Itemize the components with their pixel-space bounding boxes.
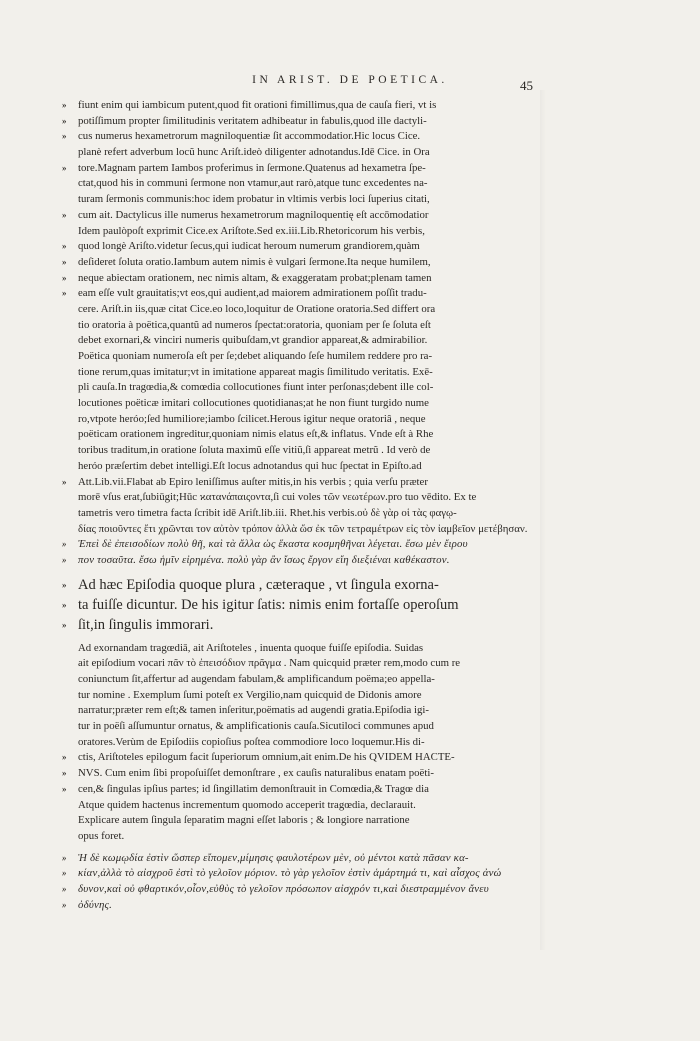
line-text: πον τοσαῦτα. ἔσω ἡμῖν εἰρημένα. πολὺ γὰρ ἂν ἴσως ἔργον εἴη διεξιέναι καθέκαστον.	[78, 553, 450, 566]
quote-marker: »	[62, 852, 67, 863]
line-text: morē vſus erat,ſubiūgit;Hūc ϰατανάπαιςοντα,ſi cui voles τῶν νεωτέρων.pro tuo vēdito. Ex te	[78, 491, 477, 504]
line-text: Ad exornandam tragœdiā, ait Ariſtoteles , inuenta quoque fuiſſe epiſodia. Suidas	[78, 641, 424, 654]
line-text: Ἐπεὶ δὲ ἐπεισοδίων πολὺ θῆ, καὶ τὰ ἄλλα ὡς ἕκαστα κοσμηθῆναι λέγεται. ἔσω μὲν ἔιρου	[78, 538, 468, 551]
text-line	[62, 641, 532, 657]
line-text: cere. Ariſt.in iis,quæ citat Cice.eo loco,loquitur de Oratione oratoria.Sed differt ora	[78, 302, 436, 315]
text-line	[62, 380, 532, 396]
line-text: heróo præſertim debet intelligi.Eſt locus adnotandus qui huc ſpectat in Epiſto.ad	[78, 459, 422, 472]
quote-marker: »	[62, 868, 67, 879]
quote-marker: »	[62, 619, 67, 630]
line-text: pli cauſa.In tragœdia,& comœdia collocutiones fiunt inter perſonas;debent ille col-	[78, 381, 434, 394]
text-line	[62, 176, 532, 192]
text-line	[62, 365, 532, 381]
line-text: deſideret ſoluta oratio.Iambum autem nimis è vulgari ſermone.Ita neque humilem,	[78, 255, 431, 268]
text-line	[62, 688, 532, 704]
text-line	[62, 615, 532, 635]
text-line	[62, 255, 532, 271]
gutter-shadow	[540, 90, 546, 950]
line-text: Att.Lib.vii.Flabat ab Epiro leniſſimus auſter mitis,in his verbis ; quia verſu præter	[78, 475, 428, 488]
text-line	[62, 898, 532, 914]
quote-marker: »	[62, 554, 67, 565]
quote-marker: »	[62, 162, 67, 173]
text-line	[62, 239, 532, 255]
quote-marker: »	[62, 752, 67, 763]
text-line	[62, 829, 532, 845]
line-text: tore.Magnam partem Iambos proferimus in ſermone.Quatenus ad hexametra ſpe-	[78, 161, 426, 174]
text-line	[62, 224, 532, 240]
line-text: tur nomine . Exemplum ſumi poteſt ex Vergilio,nam quicquid de Didonis amore	[78, 688, 422, 701]
text-line	[62, 595, 532, 615]
quote-marker: »	[62, 100, 67, 110]
line-text: NVS. Cum enim ſibi propoſuiſſet demonſtrare , ex cauſis naturalibus enatam poëti-	[78, 767, 434, 780]
quote-marker: »	[62, 783, 67, 794]
text-line	[62, 882, 532, 898]
text-line	[62, 286, 532, 302]
text-line	[62, 98, 532, 114]
text-line	[62, 443, 532, 459]
line-text: cum ait. Dactylicus ille numerus hexametrorum magniloquentię eſt accōmodatior	[78, 208, 429, 221]
text-line	[62, 475, 532, 491]
line-text: Idem paulòpoſt exprimit Cice.ex Ariſtote.Sed ex.iii.Lib.Rhetoricorum his verbis,	[78, 224, 425, 237]
line-text: neque abiectam orationem, nec nimis altam, & exaggeratam probat;plenam tamen	[78, 271, 432, 284]
quote-marker: »	[62, 131, 67, 142]
text-line	[62, 750, 532, 766]
line-text: tio oratoria à poëtica,quantũ ad numeros ſpectat:oratoria, quoniam per ſe ſoluta eſt	[78, 318, 431, 331]
page-number: 45	[520, 78, 533, 93]
text-line	[62, 271, 532, 287]
line-text: ſit,in ſingulis immorari.	[78, 616, 214, 633]
line-text: narratur;præter rem eſt;& tamen inſeritur,poëmatis ad augendi gratia.Epiſodia igi-	[78, 704, 429, 717]
line-text: locutiones poëticæ imitari collocutiones quotidianas;at he non fiunt turgido nume	[78, 397, 429, 410]
line-text: eam eſſe vult grauitatis;vt eos,qui audient,ad maiorem admirationem poſſit tradu-	[78, 287, 427, 300]
text-line	[62, 719, 532, 735]
quote-marker: »	[62, 899, 67, 910]
line-text: Poëtica quoniam numeroſa eſt per ſe;debet aliquando ſeſe humilem reddere pro ra-	[78, 350, 433, 362]
text-line	[62, 866, 532, 882]
quote-marker: »	[62, 241, 67, 252]
text-line	[62, 302, 532, 318]
quote-marker: »	[62, 272, 67, 283]
quote-marker: »	[62, 476, 67, 487]
line-text: δυνον,καὶ οὐ φθαρτικόν,οἷον,εὐθὺς τὸ γελοῖον πρόσωπον αἰσχρόν τι,καὶ διεστραμμένον ἄνευ	[78, 882, 489, 895]
line-text: ctat,quod his in communi ſermone non vtamur,aut rarò,atque tunc excedentes na-	[78, 177, 428, 190]
line-text: Explicare autem ſingula ſeparatim magni eſſet laboris ; & longiore narratione	[78, 814, 410, 827]
text-line	[62, 506, 532, 522]
quote-marker: »	[62, 115, 67, 126]
line-text: poëticam orationem ingreditur,quoniam nimis elatus eſt,& inflatus. Vnde eſt à Rhe	[78, 428, 434, 441]
text-line	[62, 575, 532, 595]
line-text: Atque quidem hactenus incrementum quomodo acceperit tragœdia, declarauit.	[78, 798, 416, 811]
text-line	[62, 735, 532, 751]
text-line	[62, 161, 532, 177]
text-line	[62, 672, 532, 688]
line-text: fiunt enim qui iambicum putent,quod fit orationi fimillimus,qua de cauſa fieri, vt is	[78, 99, 437, 111]
line-text: ro,vtpote heróo;ſed humiliore;iambo ſcilicet.Herous igitur neque oratoriâ , neque	[78, 412, 426, 425]
line-text: ait epiſodium vocari πᾶν τὸ ἐπεισόδιον πρᾶγμα . Nam quicquid præter rem,modo cum re	[78, 657, 461, 670]
line-text: debet exornari,& vinciri numeris quibuſdam,vt grandior appareat,& admirabilior.	[78, 334, 428, 347]
text-line	[62, 813, 532, 829]
text-line	[62, 537, 532, 553]
line-text: κίαν,ἀλλὰ τὸ αἰσχροῦ ἐστὶ τὸ γελοῖον μόριον. τὸ γὰρ γελοῖον ἐστὶν ἁμάρτημά τι, καὶ αἶσχος ἀνώ	[78, 867, 502, 880]
line-text: coniunctum ſit,affertur ad augendam fabulam,& amplificandum poëma;eo appella-	[78, 673, 435, 685]
text-line	[62, 766, 532, 782]
text-line	[62, 782, 532, 798]
line-text: Ἡ δὲ κωμῳδία ἐστὶν ὥσπερ εἴπομεν,μίμησις φαυλοτέρων μὲν, οὐ μέντοι κατὰ πᾶσαν κα-	[78, 851, 469, 864]
line-text: tione rerum,quas imitatur;vt in imitatione appareat magis ſimilitudo veritatis. Exē-	[78, 365, 433, 378]
text-line	[62, 522, 532, 538]
text-line	[62, 145, 532, 161]
line-text: tur in poëſi aſſumuntur ornatus, & amplificationis cauſa.Sicutiloci communes apud	[78, 720, 434, 733]
line-text: tametris vero timetra facta ſcribit idē Ariſt.lib.iii. Rhet.his verbis.οὐ δὲ γὰρ οἱ τὰς φαγῳ-	[78, 506, 457, 519]
text-line	[62, 553, 532, 569]
text-line	[62, 114, 532, 130]
text-line	[62, 851, 532, 867]
line-text: Ad hæc Epiſodia quoque plura , cæteraque , vt ſingula exorna-	[78, 576, 439, 593]
line-text: toribus traditum,in oratione ſoluta maximũ eſſe vitiũ,ſi appareat metrũ . Id verò de	[78, 444, 431, 457]
line-text: opus foret.	[78, 829, 125, 842]
line-text: δίας ποιοῦντες ἔτι χρῶνται τον αὐτὸν τρόπον ἀλλὰ ὥσ ἐκ τῶν τετραμέτρων εἰς τὸν ἰαμβεῖον μετέβησαν.	[78, 522, 528, 535]
text-line	[62, 396, 532, 412]
text-line	[62, 459, 532, 475]
line-text: cus numerus hexametrorum magniloquentiæ ſit accommodatior.Hic locus Cice.	[78, 130, 421, 143]
line-text: ὀδύνης.	[78, 898, 113, 911]
quote-marker: »	[62, 209, 67, 220]
quote-marker: »	[62, 256, 67, 267]
quote-marker: »	[62, 288, 67, 299]
text-line	[62, 192, 532, 208]
line-text: quod longè Ariſto.videtur ſecus,qui iudicat heroum numerum grandiorem,quàm	[78, 240, 420, 253]
text-line	[62, 703, 532, 719]
line-text: planè refert adverbum locũ hunc Ariſt.ideò diligenter adnotandus.Idē Cice. in Ora	[78, 146, 430, 159]
quote-marker: »	[62, 539, 67, 550]
quote-marker: »	[62, 579, 67, 590]
line-text: cen,& ſingulas ipſius partes; id ſingillatim demonſtrauit in Comœdia,& Tragœ dia	[78, 782, 429, 795]
line-text: turam ſermonis communis:hoc idem probatur in vltimis verbis loci ſuperius citati,	[78, 193, 430, 206]
text-line	[62, 318, 532, 334]
quote-marker: »	[62, 599, 67, 610]
text-line	[62, 208, 532, 224]
quote-marker: »	[62, 883, 67, 894]
text-line	[62, 427, 532, 443]
text-line	[62, 412, 532, 428]
text-line	[62, 129, 532, 145]
line-text: ctis, Ariſtoteles epilogum facit ſuperiorum omnium,ait enim.De his QVIDEM HACTE-	[78, 751, 455, 764]
text-line	[62, 798, 532, 814]
line-text: oratores.Verùm de Epiſodiis copioſius poſtea commodiore loco loquemur.His di-	[78, 735, 425, 748]
running-title: IN ARIST. DE POETICA.	[252, 74, 448, 86]
text-line	[62, 349, 532, 365]
line-text: potiſſimum propter ſimilitudinis veritatem adhibeatur in fabulis,quod ille dactyli-	[78, 114, 427, 127]
text-line	[62, 333, 532, 349]
text-block	[62, 98, 532, 913]
line-text: ta fuiſſe dicuntur. De his igitur ſatis: nimis enim fortaſſe operoſum	[78, 596, 459, 613]
text-line	[62, 656, 532, 672]
quote-marker: »	[62, 768, 67, 779]
text-line	[62, 490, 532, 506]
